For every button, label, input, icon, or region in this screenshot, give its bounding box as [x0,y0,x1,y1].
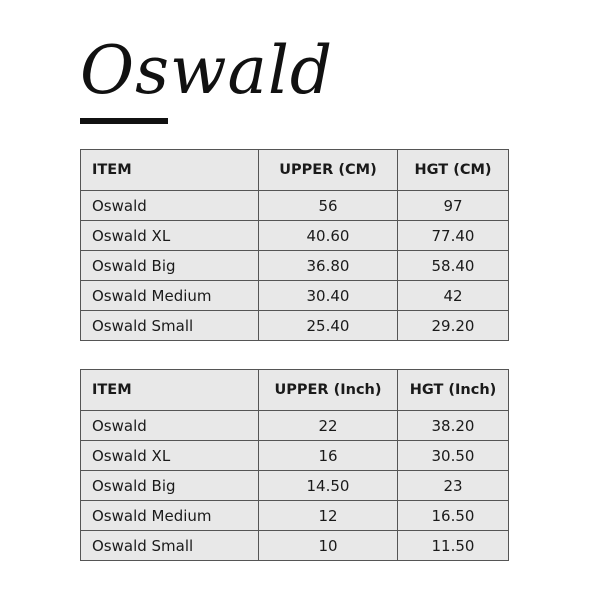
upper-cell: 25.40 [259,311,398,341]
height-cell: 30.50 [398,441,509,471]
upper-cell: 22 [259,411,398,441]
column-header-item: ITEM [81,150,259,191]
table-row [81,411,509,441]
item-cell: Oswald Big [81,471,259,501]
item-cell: Oswald Big [81,251,259,281]
size-table-cm [80,149,509,341]
upper-cell: 10 [259,531,398,561]
upper-cell: 40.60 [259,221,398,251]
table-row [81,471,509,501]
table-row [81,531,509,561]
height-cell: 29.20 [398,311,509,341]
table-row [81,441,509,471]
item-cell: Oswald Medium [81,501,259,531]
table-row [81,251,509,281]
title-underline [80,118,168,124]
table-header-row [81,370,509,411]
height-cell: 11.50 [398,531,509,561]
column-header-item: ITEM [81,370,259,411]
height-cell: 23 [398,471,509,501]
table-row [81,281,509,311]
column-header-upper: UPPER (Inch) [259,370,398,411]
column-header-height: HGT (Inch) [398,370,509,411]
upper-cell: 30.40 [259,281,398,311]
height-cell: 77.40 [398,221,509,251]
page-title: Oswald [80,32,334,109]
item-cell: Oswald XL [81,221,259,251]
upper-cell: 36.80 [259,251,398,281]
item-cell: Oswald Medium [81,281,259,311]
height-cell: 16.50 [398,501,509,531]
item-cell: Oswald Small [81,531,259,561]
upper-cell: 14.50 [259,471,398,501]
upper-cell: 56 [259,191,398,221]
table-row [81,501,509,531]
size-table-inch [80,369,509,561]
column-header-upper: UPPER (CM) [259,150,398,191]
item-cell: Oswald XL [81,441,259,471]
height-cell: 97 [398,191,509,221]
upper-cell: 16 [259,441,398,471]
table-row [81,191,509,221]
item-cell: Oswald Small [81,311,259,341]
table-header-row [81,150,509,191]
item-cell: Oswald [81,191,259,221]
table-row [81,311,509,341]
table-row [81,221,509,251]
height-cell: 42 [398,281,509,311]
height-cell: 38.20 [398,411,509,441]
height-cell: 58.40 [398,251,509,281]
upper-cell: 12 [259,501,398,531]
column-header-height: HGT (CM) [398,150,509,191]
item-cell: Oswald [81,411,259,441]
